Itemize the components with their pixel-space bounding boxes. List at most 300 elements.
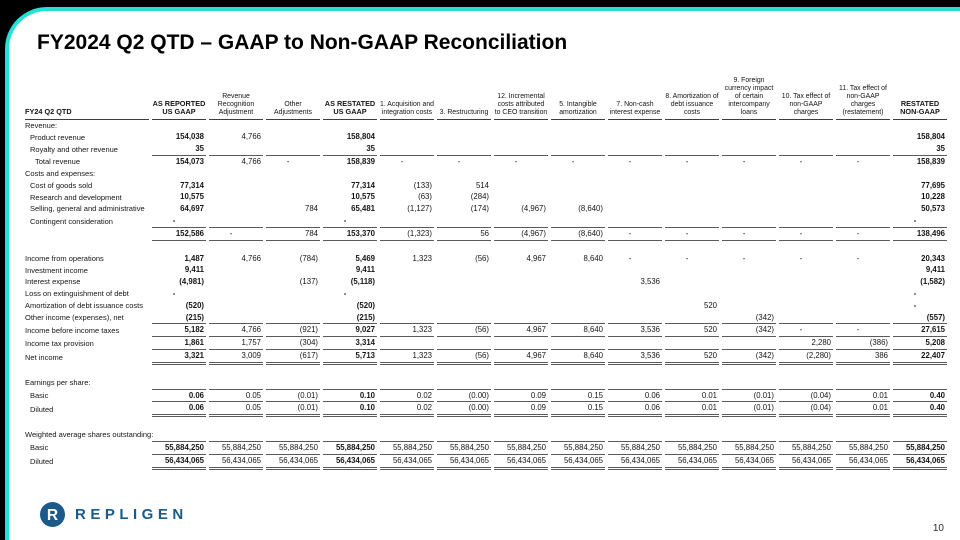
value-cell (665, 312, 719, 325)
value-cell: 0.15 (551, 389, 605, 403)
value-cell: 56,434,065 (608, 455, 662, 470)
value-cell (494, 276, 548, 288)
value-cell: - (685, 253, 689, 263)
value-cell (722, 276, 776, 288)
value-cell: - (799, 157, 803, 167)
value-cell: 520 (665, 350, 719, 365)
value-cell: 56,434,065 (266, 455, 320, 470)
value-cell: (520) (356, 300, 375, 310)
table-row (25, 300, 947, 312)
value-cell: - (628, 157, 632, 167)
value-cell: 56,434,065 (551, 455, 605, 470)
value-cell: - (779, 228, 833, 241)
value-cell: 9,411 (184, 265, 204, 275)
value-cell: 55,884,250 (209, 441, 263, 455)
value-cell: - (913, 289, 917, 299)
value-cell (779, 264, 833, 276)
value-cell: 0.06 (608, 402, 662, 417)
value-cell (665, 143, 719, 156)
value-cell (551, 131, 605, 143)
column-header: 3. Restructuring (437, 77, 491, 120)
value-cell (266, 180, 320, 192)
row-label: Total revenue (35, 157, 81, 167)
value-cell (722, 264, 776, 276)
value-cell (494, 180, 548, 192)
value-cell (608, 203, 662, 215)
value-cell (836, 131, 890, 143)
value-cell (380, 300, 434, 312)
row-label: Net income (25, 352, 63, 362)
value-cell: 55,884,250 (665, 441, 719, 455)
value-cell: 50,573 (921, 204, 945, 214)
value-cell (665, 337, 719, 350)
value-cell (266, 215, 320, 228)
value-cell (608, 312, 662, 325)
slide (5, 7, 960, 540)
value-cell: 9,411 (355, 265, 375, 275)
value-cell: (133) (413, 180, 432, 190)
value-cell: 56,434,065 (437, 455, 491, 470)
value-cell (665, 276, 719, 288)
value-cell: (4,967) (521, 204, 546, 214)
value-cell (836, 276, 890, 288)
value-cell: - (799, 253, 803, 263)
value-cell: 153,370 (323, 228, 377, 241)
column-header: Other Adjustments (266, 77, 320, 120)
value-cell (722, 143, 776, 156)
value-cell: (921) (266, 324, 320, 337)
value-cell (665, 288, 719, 300)
value-cell (836, 312, 890, 325)
value-cell (209, 143, 263, 156)
value-cell: (215) (152, 312, 206, 325)
value-cell: (5,118) (350, 277, 375, 287)
value-cell: 4,766 (209, 324, 263, 337)
value-cell: 1,323 (412, 253, 432, 263)
value-cell: 4,967 (494, 324, 548, 337)
value-cell: (304) (266, 337, 320, 350)
value-cell: 55,884,250 (266, 441, 320, 455)
value-cell (608, 191, 662, 203)
value-cell (551, 300, 605, 312)
row-label: Income from operations (25, 253, 104, 263)
value-cell: - (343, 289, 347, 299)
svg-text:R: R (46, 507, 59, 524)
table-row (25, 241, 947, 253)
value-cell: 1,487 (184, 253, 204, 263)
value-cell (494, 131, 548, 143)
value-cell: - (400, 157, 404, 167)
column-header: 11. Tax effect of non-GAAP charges (restatement) (836, 77, 890, 120)
value-cell (380, 312, 434, 325)
value-cell (608, 288, 662, 300)
value-cell (437, 143, 491, 156)
value-cell: 56,434,065 (722, 455, 776, 470)
value-cell: - (856, 157, 860, 167)
value-cell: - (209, 228, 263, 241)
table-row (25, 417, 947, 429)
table-row (25, 350, 947, 365)
value-cell: 3,536 (608, 350, 662, 365)
value-cell (266, 191, 320, 203)
row-label: Selling, general and administrative (30, 204, 145, 214)
value-cell: (0.00) (437, 389, 491, 403)
section-label: Revenue: (25, 120, 58, 130)
value-cell (551, 288, 605, 300)
value-cell (494, 215, 548, 228)
value-cell (779, 143, 833, 156)
value-cell: 55,884,250 (437, 441, 491, 455)
section-label: Weighted average shares outstanding: (25, 430, 154, 440)
value-cell: 55,884,250 (836, 441, 890, 455)
value-cell (551, 276, 605, 288)
reconciliation-table-wrap (22, 77, 948, 470)
value-cell (779, 215, 833, 228)
column-header: AS REPORTED US GAAP (152, 77, 206, 120)
value-cell (494, 264, 548, 276)
value-cell: (0.01) (266, 389, 320, 403)
value-cell: - (836, 228, 890, 241)
value-cell (266, 264, 320, 276)
table-row (25, 228, 947, 241)
row-label: Royalty and other revenue (30, 144, 118, 154)
value-cell (608, 300, 662, 312)
table-row (25, 324, 947, 337)
row-label: Investment income (25, 265, 88, 275)
value-cell: 77,695 (921, 180, 945, 190)
value-cell: - (457, 157, 461, 167)
value-cell: (215) (323, 312, 377, 325)
value-cell: 0.01 (836, 402, 890, 417)
value-cell: 0.15 (551, 402, 605, 417)
value-cell (380, 276, 434, 288)
value-cell: (617) (266, 350, 320, 365)
value-cell: (0.01) (722, 402, 776, 417)
value-cell (551, 312, 605, 325)
repligen-logo (39, 501, 188, 528)
row-label: Basic (30, 443, 49, 453)
value-cell: (0.01) (266, 402, 320, 417)
table-row (25, 288, 947, 300)
value-cell: 0.09 (494, 389, 548, 403)
value-cell: 4,967 (526, 253, 546, 263)
value-cell (836, 191, 890, 203)
value-cell (437, 264, 491, 276)
value-cell: (342) (722, 312, 776, 325)
value-cell: 55,884,250 (608, 441, 662, 455)
value-cell (209, 312, 263, 325)
value-cell (608, 264, 662, 276)
value-cell: 514 (475, 180, 489, 190)
value-cell: 27,615 (893, 324, 947, 337)
column-header: Revenue Recognition Adjustment (209, 77, 263, 120)
value-cell (722, 215, 776, 228)
table-row (25, 441, 947, 455)
value-cell: (342) (722, 324, 776, 337)
value-cell: 154,073 (175, 157, 204, 167)
table-row (25, 402, 947, 417)
spacer-cell (25, 417, 947, 429)
value-cell: - (323, 215, 377, 228)
column-header: FY24 Q2 QTD (25, 77, 149, 120)
value-cell: 4,766 (241, 157, 261, 167)
value-cell: 65,481 (351, 204, 375, 214)
value-cell: 35 (323, 143, 377, 156)
value-cell: 3,536 (640, 277, 660, 287)
spacer-cell (25, 365, 947, 377)
value-cell: 55,884,250 (779, 441, 833, 455)
value-cell (779, 276, 833, 288)
value-cell (779, 288, 833, 300)
value-cell: 0.02 (380, 402, 434, 417)
value-cell (608, 215, 662, 228)
value-cell: 3,321 (152, 350, 206, 365)
value-cell: 0.40 (893, 389, 947, 403)
row-label: Income before income taxes (25, 326, 120, 336)
value-cell: 0.10 (323, 389, 377, 403)
value-cell (836, 203, 890, 215)
value-cell: (174) (470, 204, 489, 214)
value-cell (722, 288, 776, 300)
value-cell (380, 264, 434, 276)
value-cell: 56 (437, 228, 491, 241)
value-cell (266, 288, 320, 300)
value-cell: - (514, 157, 518, 167)
value-cell: 55,884,250 (893, 441, 947, 455)
value-cell: 8,640 (583, 253, 603, 263)
row-label: Contingent consideration (30, 216, 113, 226)
value-cell: (63) (418, 192, 432, 202)
value-cell (209, 215, 263, 228)
value-cell: 154,038 (175, 132, 204, 142)
table-row (25, 120, 947, 132)
value-cell: 4,967 (494, 350, 548, 365)
value-cell: 56,434,065 (494, 455, 548, 470)
value-cell: 152,586 (152, 228, 206, 241)
value-cell: - (172, 289, 176, 299)
value-cell (266, 131, 320, 143)
value-cell (494, 143, 548, 156)
column-header: 5. Intangible amortization (551, 77, 605, 120)
section-label: Costs and expenses: (25, 169, 96, 179)
value-cell: 158,839 (916, 157, 945, 167)
value-cell (665, 131, 719, 143)
repligen-logo-text: REPLIGEN (75, 506, 188, 523)
value-cell: 0.02 (380, 389, 434, 403)
value-cell: 0.09 (494, 402, 548, 417)
value-cell: 784 (304, 204, 318, 214)
value-cell: 520 (703, 300, 717, 310)
table-row (25, 143, 947, 156)
page-title: FY2024 Q2 QTD – GAAP to Non-GAAP Reconciliation (37, 31, 568, 54)
value-cell (836, 143, 890, 156)
value-cell (209, 288, 263, 300)
value-cell (551, 191, 605, 203)
column-header: 7. Non-cash interest expense (608, 77, 662, 120)
value-cell (722, 191, 776, 203)
value-cell: (0.00) (437, 402, 491, 417)
value-cell: 55,884,250 (152, 441, 206, 455)
value-cell: 5,713 (323, 350, 377, 365)
value-cell: 9,411 (925, 265, 945, 275)
value-cell (836, 288, 890, 300)
value-cell: (1,323) (380, 228, 434, 241)
value-cell (551, 264, 605, 276)
value-cell (551, 143, 605, 156)
value-cell: (1,582) (920, 277, 945, 287)
value-cell: 520 (665, 324, 719, 337)
value-cell: - (836, 324, 890, 337)
value-cell: (284) (470, 192, 489, 202)
value-cell: 56,434,065 (152, 455, 206, 470)
value-cell: 5,208 (893, 337, 947, 350)
value-cell (665, 180, 719, 192)
value-cell: 138,496 (893, 228, 947, 241)
value-cell: 22,407 (893, 350, 947, 365)
value-cell: 35 (893, 143, 947, 156)
value-cell: 4,766 (241, 132, 261, 142)
value-cell (266, 300, 320, 312)
value-cell: 4,766 (241, 253, 261, 263)
value-cell (380, 288, 434, 300)
value-cell: 77,314 (180, 180, 204, 190)
value-cell: (137) (299, 277, 318, 287)
value-cell: 10,575 (180, 192, 204, 202)
value-cell: 3,536 (608, 324, 662, 337)
value-cell (779, 191, 833, 203)
value-cell: 64,697 (180, 204, 204, 214)
reconciliation-table (22, 77, 950, 470)
value-cell (836, 300, 890, 312)
value-cell (437, 337, 491, 350)
value-cell: 8,640 (551, 324, 605, 337)
value-cell: 0.05 (209, 389, 263, 403)
table-row (25, 191, 947, 203)
value-cell: (557) (893, 312, 947, 325)
value-cell: (2,280) (779, 350, 833, 365)
value-cell: 56,434,065 (323, 455, 377, 470)
value-cell: 3,314 (323, 337, 377, 350)
value-cell (665, 264, 719, 276)
row-label: Amortization of debt issuance costs (25, 300, 143, 310)
value-cell (779, 131, 833, 143)
value-cell (380, 143, 434, 156)
value-cell: 2,280 (779, 337, 833, 350)
table-row (25, 337, 947, 350)
value-cell: - (913, 300, 917, 310)
value-cell: 0.40 (893, 402, 947, 417)
value-cell: 158,804 (346, 132, 375, 142)
table-row (25, 203, 947, 215)
value-cell: - (286, 157, 290, 167)
table-row (25, 455, 947, 470)
value-cell (779, 300, 833, 312)
value-cell: (342) (722, 350, 776, 365)
value-cell (779, 180, 833, 192)
value-cell: 55,884,250 (551, 441, 605, 455)
table-row (25, 377, 947, 389)
value-cell: 0.06 (608, 389, 662, 403)
value-cell (494, 288, 548, 300)
table-row (25, 131, 947, 143)
value-cell (779, 203, 833, 215)
value-cell: 1,323 (380, 324, 434, 337)
value-cell: 0.01 (665, 389, 719, 403)
value-cell (494, 312, 548, 325)
row-label: Other income (expenses), net (25, 313, 124, 323)
value-cell: 5,469 (355, 253, 375, 263)
section-label: Earnings per share: (25, 377, 91, 387)
value-cell (722, 203, 776, 215)
value-cell (722, 337, 776, 350)
row-label (25, 228, 149, 241)
value-cell (551, 180, 605, 192)
value-cell (494, 300, 548, 312)
value-cell: - (722, 228, 776, 241)
table-row (25, 253, 947, 265)
row-label: Cost of goods sold (30, 180, 93, 190)
value-cell: 20,343 (921, 253, 945, 263)
value-cell (209, 203, 263, 215)
value-cell (836, 215, 890, 228)
value-cell (551, 337, 605, 350)
value-cell: 55,884,250 (722, 441, 776, 455)
value-cell (380, 215, 434, 228)
value-cell: - (608, 228, 662, 241)
value-cell: 56,434,065 (893, 455, 947, 470)
value-cell: 56,434,065 (779, 455, 833, 470)
value-cell (551, 215, 605, 228)
column-header: 9. Foreign currency impact of certain intercompany loans (722, 77, 776, 120)
value-cell (494, 191, 548, 203)
value-cell (209, 264, 263, 276)
value-cell (665, 203, 719, 215)
value-cell: 784 (266, 228, 320, 241)
value-cell: (0.01) (722, 389, 776, 403)
value-cell (836, 264, 890, 276)
value-cell (437, 215, 491, 228)
row-label: Diluted (30, 457, 54, 467)
value-cell: - (628, 253, 632, 263)
table-row (25, 365, 947, 377)
value-cell: - (685, 157, 689, 167)
value-cell: - (571, 157, 575, 167)
value-cell (722, 300, 776, 312)
value-cell: 158,804 (916, 132, 945, 142)
value-cell (608, 131, 662, 143)
value-cell (266, 143, 320, 156)
value-cell (380, 337, 434, 350)
value-cell: (8,640) (551, 228, 605, 241)
value-cell: 55,884,250 (380, 441, 434, 455)
value-cell: (784) (299, 253, 318, 263)
table-row (25, 429, 947, 441)
value-cell: - (779, 324, 833, 337)
value-cell: - (742, 253, 746, 263)
value-cell (437, 276, 491, 288)
value-cell: (520) (185, 300, 204, 310)
value-cell: 0.06 (152, 389, 206, 403)
value-cell: 1,757 (209, 337, 263, 350)
value-cell (437, 131, 491, 143)
value-cell: (1,127) (407, 204, 432, 214)
value-cell (608, 180, 662, 192)
value-cell: 0.05 (209, 402, 263, 417)
row-label: Basic (30, 390, 49, 400)
value-cell: (4,981) (179, 277, 204, 287)
column-header: 10. Tax effect of non-GAAP charges (779, 77, 833, 120)
value-cell: 0.10 (323, 402, 377, 417)
